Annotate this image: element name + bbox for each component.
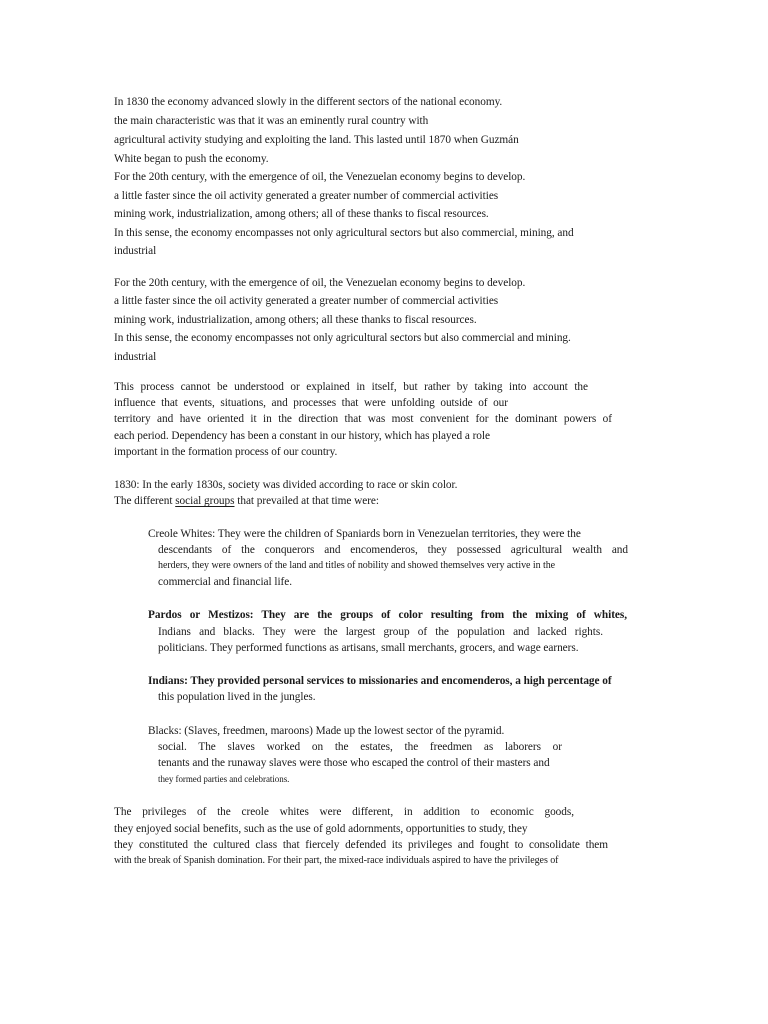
text-line: commercial and financial life. [158,576,292,588]
text-line: mining work, industrialization, among others; all these thanks to fiscal resources. [114,314,477,326]
text-line: In this sense, the economy encompasses not only agricultural sectors but also commercial and mining. [114,332,571,344]
text-line: The privileges of the creole whites were different, in addition to economic goods, [114,806,574,818]
social-groups-underlined: social groups [175,495,235,507]
text-line: with the break of Spanish domination. For their part, the mixed-race individuals aspired to have the privileges of [114,855,559,866]
text-line: politicians. They performed functions as artisans, small merchants, grocers, and wage earners. [158,642,579,654]
text-line [138,674,612,688]
text-line: For the 20th century, with the emergence of oil, the Venezuelan economy begins to develop. [114,171,526,183]
text-line: herders, they were owners of the land and titles of nobility and showed themselves very active in the [158,560,556,571]
text-line: they enjoyed social benefits, such as the use of gold adornments, opportunities to study, they [114,823,528,835]
text-line: each period. Dependency has been a constant in our history, which has played a role [114,430,490,442]
text-line: For the 20th century, with the emergence of oil, the Venezuelan economy begins to develop. [114,277,526,289]
text-line: mining work, industrialization, among others; all of these thanks to fiscal resources. [114,208,489,220]
text-line: tenants and the runaway slaves were those who escaped the control of their masters and [158,757,550,769]
text-segment: that prevailed at that time were: [234,495,379,507]
text-line: this population lived in the jungles. [158,691,316,703]
text-line: important in the formation process of our country. [114,446,338,458]
text-line: White began to push the economy. [114,153,269,165]
text-line: they constituted the cultured class that fiercely defended its privileges and fought to consolidate them [114,839,608,851]
text-line: descendants of the conquerors and encomenderos, they possessed agricultural wealth and [158,544,628,556]
text-line: a little faster since the oil activity generated a greater number of commercial activities [114,190,499,202]
text-line: industrial [114,351,157,363]
text-line: the main characteristic was that it was an eminently rural country with [114,115,429,127]
text-line: Indians and blacks. They were the largest group of the population and lacked rights. [158,626,603,638]
text-line: social. The slaves worked on the estates, the freedmen as laborers or [158,741,562,753]
text-line [138,608,627,622]
text-line: In 1830 the economy advanced slowly in the different sectors of the national economy. [114,96,503,108]
list-item-label: Creole Whites: They were the children of Spaniards born in Venezuelan territories, they were the [148,528,581,540]
text-line: In this sense, the economy encompasses not only agricultural sectors but also commercial, mining, and [114,227,574,239]
text-line [138,527,581,541]
text-line: industrial [114,245,157,257]
text-line: 1830: In the early 1830s, society was divided according to race or skin color. [114,479,458,491]
text-line [138,724,504,738]
list-item-label: Blacks: (Slaves, freedmen, maroons) Made up the lowest sector of the pyramid. [148,725,505,737]
text-line: territory and have oriented it in the direction that was most convenient for the dominant powers of [114,413,612,425]
list-item-label: Pardos or Mestizos: They are the groups of color resulting from the mixing of whites, [148,609,627,621]
text-segment: The different [114,495,176,507]
text-line: influence that events, situations, and processes that were unfolding outside of our [114,397,508,409]
list-item-label: Indians: They provided personal services to missionaries and encomenderos, a high percentage of [148,675,612,687]
text-line [114,494,379,508]
text-line: This process cannot be understood or explained in itself, but rather by taking into account the [114,381,588,393]
text-line: a little faster since the oil activity generated a greater number of commercial activities [114,295,499,307]
text-line: agricultural activity studying and exploiting the land. This lasted until 1870 when Guzmán [114,134,519,146]
text-line: they formed parties and celebrations. [158,774,290,784]
